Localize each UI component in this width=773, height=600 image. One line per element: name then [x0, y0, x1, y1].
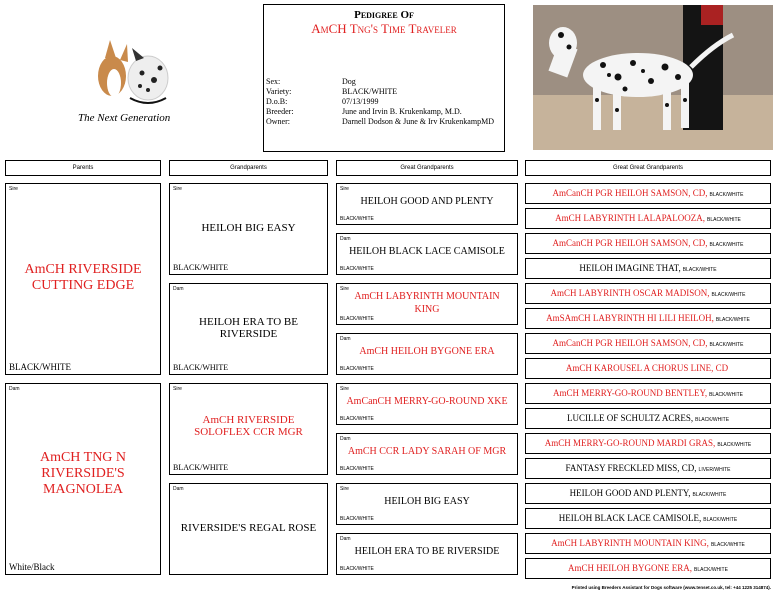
great-grandparent-name: HEILOH GOOD AND PLENTY — [360, 196, 494, 207]
great-great-grandparent-box — [525, 558, 771, 579]
great-great-grandparent-color: BLACK/WHITE — [703, 517, 738, 523]
great-grandparent-name: AmCH LABYRINTH MOUNTAIN KING — [354, 291, 500, 315]
sire-label: Sire — [340, 486, 349, 492]
great-grandparent-box — [336, 233, 518, 275]
great-grandparent-box — [336, 183, 518, 225]
great-great-grandparent-color: BLACK/WHITE — [709, 342, 744, 348]
logo-text: The Next Generation — [78, 112, 171, 124]
dam-label: Dam — [173, 486, 184, 492]
column-header-great-grandparents: Great Grandparents — [336, 160, 518, 176]
great-great-grandparent-name: HEILOH BLACK LACE CAMISOLE, — [558, 513, 702, 523]
great-great-grandparent-name: FANTASY FRECKLED MISS, CD, — [565, 463, 697, 473]
dam-label: Dam — [340, 436, 351, 442]
great-great-grandparent-color: BLACK/WHITE — [707, 217, 741, 223]
dog-photo — [533, 5, 773, 150]
great-great-grandparent-name: AmSAmCH LABYRINTH HI LILI HEILOH, — [546, 313, 714, 323]
great-great-grandparent-color: BLACK/WHITE — [709, 192, 744, 198]
sire-label: Sire — [173, 186, 182, 192]
kennel-logo — [70, 28, 195, 128]
great-great-grandparent-name: HEILOH GOOD AND PLENTY, — [569, 488, 691, 498]
info-value: Dog — [342, 77, 356, 86]
great-great-grandparent-color: BLACK/WHITE — [682, 267, 717, 273]
great-great-grandparent-box — [525, 358, 771, 379]
parent-sire-name: AmCH RIVERSIDE CUTTING EDGE — [24, 262, 142, 293]
great-great-grandparent-color: BLACK/WHITE — [694, 567, 728, 573]
great-grandparent-box — [336, 433, 518, 475]
sire-label: Sire — [340, 186, 349, 192]
dam-label: Dam — [340, 536, 351, 542]
dam-label: Dam — [340, 336, 351, 342]
great-grandparent-color: BLACK/WHITE — [340, 566, 374, 572]
great-great-grandparent-box — [525, 183, 771, 204]
info-label: Owner: — [266, 117, 290, 126]
great-great-grandparent-color: BLACK/WHITE — [711, 292, 746, 298]
great-grandparent-box — [336, 333, 518, 375]
info-value: Darnell Dodson & June & Irv KrukenkampMD — [342, 117, 494, 126]
footer-note: Printed using Breeders Assistant for Dogs software (www.tenset.co.uk, tel: +44 1225 314874). — [571, 585, 771, 590]
great-great-grandparent-color: LIVER/WHITE — [698, 467, 731, 473]
great-great-grandparent-box — [525, 208, 771, 229]
grandparent-color: BLACK/WHITE — [173, 263, 229, 272]
great-great-grandparent-box — [525, 333, 771, 354]
title-line1: Pedigree Of — [354, 9, 414, 21]
sire-label: Sire — [9, 186, 18, 192]
great-great-grandparent-box — [525, 458, 771, 479]
great-great-grandparent-box — [525, 433, 771, 454]
great-great-grandparent-color: BLACK/WHITE — [695, 417, 730, 423]
great-great-grandparent-name: AmCH LABYRINTH MOUNTAIN KING, — [551, 538, 709, 548]
info-label: Breeder: — [266, 107, 294, 116]
info-value: BLACK/WHITE — [342, 87, 398, 96]
grandparent-color: BLACK/WHITE — [173, 363, 229, 372]
great-great-grandparent-box — [525, 508, 771, 529]
grandparent-box — [169, 483, 328, 575]
info-row — [266, 107, 502, 117]
dam-label: Dam — [9, 386, 20, 392]
grandparent-box — [169, 183, 328, 275]
great-great-grandparent-color: BLACK/WHITE — [709, 242, 744, 248]
grandparent-box — [169, 283, 328, 375]
great-great-grandparent-name: AmCH LABYRINTH OSCAR MADISON, — [550, 288, 710, 298]
great-great-grandparent-box — [525, 533, 771, 554]
great-grandparent-color: BLACK/WHITE — [340, 516, 374, 522]
great-grandparent-name: AmCH HEILOH BYGONE ERA — [359, 346, 495, 357]
info-value: June and Irvin B. Krukenkamp, M.D. — [342, 107, 462, 116]
great-great-grandparent-color: BLACK/WHITE — [709, 392, 743, 398]
dog-info-table — [266, 77, 502, 127]
parent-sire-color: BLACK/WHITE — [9, 362, 71, 372]
great-great-grandparent-box — [525, 483, 771, 504]
grandparent-box — [169, 383, 328, 475]
great-grandparent-name: AmCanCH MERRY-GO-ROUND XKE — [346, 396, 508, 407]
grandparent-name: AmCH RIVERSIDE SOLOFLEX CCR MGR — [194, 414, 303, 438]
great-great-grandparent-name: AmCH LABYRINTH LALAPALOOZA, — [555, 213, 705, 223]
great-great-grandparent-color: BLACK/WHITE — [710, 542, 745, 548]
great-great-grandparent-name: AmCanCH PGR HEILOH SAMSON, CD, — [552, 338, 708, 348]
sire-label: Sire — [340, 386, 349, 392]
grandparent-name: HEILOH BIG EASY — [201, 222, 296, 234]
dog-name-title: AmCH Tng's Time Traveler — [311, 21, 457, 36]
great-grandparent-color: BLACK/WHITE — [340, 216, 374, 222]
great-great-grandparent-box — [525, 283, 771, 304]
great-great-grandparent-name: AmCH MERRY-GO-ROUND MARDI GRAS, — [544, 438, 716, 448]
grandparent-name: RIVERSIDE'S REGAL ROSE — [180, 522, 317, 534]
great-great-grandparent-name: AmCH KAROUSEL A CHORUS LINE, CD — [565, 363, 729, 373]
great-grandparent-color: BLACK/WHITE — [340, 266, 374, 272]
great-great-grandparent-box — [525, 383, 771, 404]
parent-dam — [5, 383, 161, 575]
great-great-grandparent-name: LUCILLE OF SCHULTZ ACRES, — [566, 413, 694, 423]
great-great-grandparent-box — [525, 258, 771, 279]
column-header-grandparents: Grandparents — [169, 160, 328, 176]
grandparent-name: HEILOH ERA TO BE RIVERSIDE — [199, 316, 298, 340]
great-great-grandparent-color: BLACK/WHITE — [715, 317, 750, 323]
grandparent-color: BLACK/WHITE — [173, 463, 229, 472]
great-grandparent-color: BLACK/WHITE — [340, 366, 374, 372]
sire-label: Sire — [340, 286, 349, 292]
info-value: 07/13/1999 — [342, 97, 379, 106]
column-header-parents: Parents — [5, 160, 161, 176]
great-grandparent-box — [336, 283, 518, 325]
great-great-grandparent-name: AmCH HEILOH BYGONE ERA, — [568, 563, 693, 573]
great-great-grandparent-name: AmCH MERRY-GO-ROUND BENTLEY, — [553, 388, 708, 398]
great-grandparent-color: BLACK/WHITE — [340, 316, 374, 322]
great-great-grandparent-box — [525, 233, 771, 254]
info-label: Sex: — [266, 77, 281, 86]
parent-dam-name: AmCH TNG N RIVERSIDE'S MAGNOLEA — [39, 450, 127, 497]
great-grandparent-name: AmCH CCR LADY SARAH OF MGR — [347, 446, 507, 457]
great-grandparent-color: BLACK/WHITE — [340, 466, 374, 472]
dalmatian-photo-icon — [533, 5, 773, 150]
info-row — [266, 117, 502, 127]
great-great-grandparent-box — [525, 408, 771, 429]
great-great-grandparent-box — [525, 308, 771, 329]
great-great-grandparent-name: AmCanCH PGR HEILOH SAMSON, CD, — [552, 188, 708, 198]
dam-label: Dam — [340, 236, 351, 242]
info-row — [266, 87, 502, 97]
parent-dam-color: White/Black — [9, 562, 55, 572]
great-grandparent-box — [336, 533, 518, 575]
great-great-grandparent-color: BLACK/WHITE — [692, 492, 727, 498]
great-great-grandparent-name: HEILOH IMAGINE THAT, — [579, 263, 681, 273]
great-grandparent-name: HEILOH ERA TO BE RIVERSIDE — [354, 546, 500, 557]
dam-label: Dam — [173, 286, 184, 292]
parent-sire — [5, 183, 161, 375]
info-row — [266, 97, 502, 107]
info-label: Variety: — [266, 87, 292, 96]
info-label: D.o.B: — [266, 97, 288, 106]
great-grandparent-box — [336, 383, 518, 425]
great-grandparent-name: HEILOH BLACK LACE CAMISOLE — [349, 246, 505, 257]
great-grandparent-name: HEILOH BIG EASY — [384, 496, 470, 507]
title-box — [263, 4, 505, 152]
column-header-great-great-grandparents: Great Great Grandparents — [525, 160, 771, 176]
great-grandparent-box — [336, 483, 518, 525]
great-grandparent-color: BLACK/WHITE — [340, 416, 374, 422]
great-great-grandparent-color: BLACK/WHITE — [717, 442, 752, 448]
info-row — [266, 77, 502, 87]
sire-label: Sire — [173, 386, 182, 392]
great-great-grandparent-name: AmCanCH PGR HEILOH SAMSON, CD, — [552, 238, 708, 248]
